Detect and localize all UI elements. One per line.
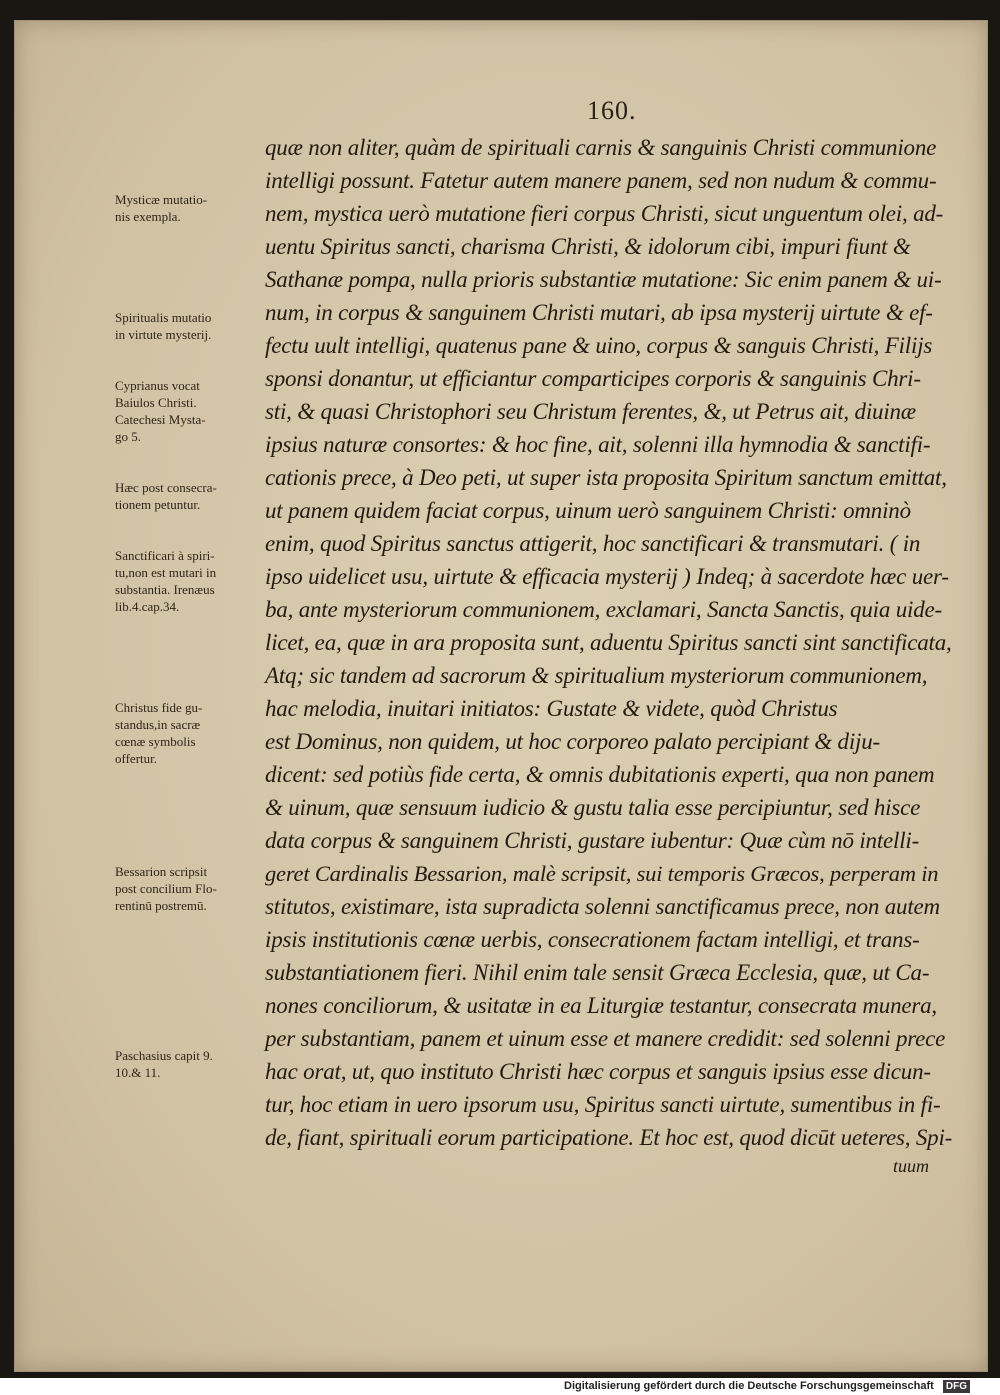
- text-line: licet, ea, quæ in ara proposita sunt, aduentu Spiritus sancti sint sanctificata,: [265, 630, 952, 655]
- text-line: est Dominus, non quidem, ut hoc corporeo palato percipiant & diju-: [265, 729, 880, 754]
- text-line: uentu Spiritus sancti, charisma Christi, & idolorum cibi, impuri fiunt &: [265, 234, 911, 259]
- text-line: enim, quod Spiritus sanctus attigerit, hoc sanctificari & transmutari. ( in: [265, 531, 921, 556]
- margin-note: Mysticæ mutatio- nis exempla.: [115, 192, 208, 224]
- text-line: quæ non aliter, quàm de spirituali carnis & sanguinis Christi communione: [265, 135, 937, 160]
- text-line: ut panem quidem faciat corpus, uinum uerò sanguinem Christi: omninò: [265, 498, 911, 523]
- margin-note: Spiritualis mutatio in virtute mysterij.: [115, 310, 212, 342]
- text-line: ipsius naturæ consortes: & hoc fine, ait, solenni illa hymnodia & sanctifi-: [265, 432, 931, 457]
- text-line: ipsis institutionis cœnæ uerbis, consecrationem factam intelligi, et trans-: [265, 927, 920, 952]
- text-line: nem, mystica uerò mutatione fieri corpus Christi, sicut unguentum olei, ad-: [265, 201, 944, 226]
- margin-note: Paschasius capit 9. 10.& 11.: [115, 1048, 213, 1080]
- text-line: de, fiant, spirituali eorum participatione. Et hoc est, quod dicūt ueteres, Spi-: [265, 1125, 953, 1150]
- text-line: intelligi possunt. Fatetur autem manere panem, sed non nudum & commu-: [265, 168, 937, 193]
- text-line: Atq; sic tandem ad sacrorum & spiritualium mysteriorum communionem,: [265, 663, 928, 688]
- text-line: & uinum, quæ sensuum iudicio & gustu talia esse percipiuntur, sed hisce: [265, 795, 921, 820]
- text-line: nones conciliorum, & usitatæ in ea Liturgiæ testantur, consecrata munera,: [265, 993, 937, 1018]
- text-line: ba, ante mysteriorum communionem, exclamari, Sancta Sanctis, quia uide-: [265, 597, 942, 622]
- text-line: dicent: sed potiùs fide certa, & omnis dubitationis experti, qua non panem: [265, 762, 935, 787]
- footer-credit: [564, 1378, 970, 1395]
- footer-credit-text: Digitalisierung gefördert durch die Deutsche Forschungsgemeinschaft: [564, 1380, 934, 1392]
- text-line: num, in corpus & sanguinem Christi mutari, ab ipsa mysterij uirtute & ef-: [265, 300, 933, 325]
- text-line: per substantiam, panem et uinum esse et manere credidit: sed solenni prece: [265, 1026, 946, 1051]
- text-line: fectu uult intelligi, quatenus pane & uino, corpus & sanguis Christi, Filijs: [265, 333, 933, 358]
- text-line: ipso uidelicet usu, uirtute & efficacia mysterij ) Indeq; à sacerdote hæc uer-: [265, 564, 949, 589]
- text-line: data corpus & sanguinem Christi, gustare iubentur: Quæ cùm nō intelli-: [265, 828, 920, 853]
- dfg-logo: DFG: [943, 1380, 970, 1393]
- catchword: tuum: [893, 1156, 929, 1176]
- text-line: substantiationem fieri. Nihil enim tale sensit Græca Ecclesia, quæ, ut Ca-: [265, 960, 930, 985]
- margin-note: Sanctificari à spiri- tu,non est mutari in substantia. Irenæus lib.4.cap.34.: [115, 548, 217, 614]
- text-line: tur, hoc etiam in uero ipsorum usu, Spiritus sancti uirtute, sumentibus in fi-: [265, 1092, 941, 1117]
- margin-note: Cyprianus vocat Baiulos Christi. Catechesi Mysta- go 5.: [115, 378, 206, 444]
- text-line: stitutos, existimare, ista supradicta solenni sanctificamus prece, non autem: [265, 894, 940, 919]
- book-page: [14, 20, 988, 1372]
- text-line: geret Cardinalis Bessarion, malè scripsit, sui temporis Græcos, perperam in: [265, 861, 939, 886]
- margin-note: Christus fide gu- standus,in sacræ cœnæ symbolis offertur.: [115, 700, 203, 766]
- text-line: sponsi donantur, ut efficiantur comparticipes corporis & sanguinis Chri-: [265, 366, 921, 391]
- text-line: hac melodia, inuitari initiatos: Gustate & videte, quòd Christus: [265, 696, 838, 721]
- text-line: hac orat, ut, quo instituto Christi hæc corpus et sanguis ipsius esse dicun-: [265, 1059, 931, 1084]
- text-line: cationis prece, à Deo peti, ut super ista proposita Spiritum sanctum emittat,: [265, 465, 947, 490]
- text-line: Sathanæ pompa, nulla prioris substantiæ mutatione: Sic enim panem & ui-: [265, 267, 942, 292]
- margin-note: Bessarion scripsit post concilium Flo- rentinū postremū.: [115, 864, 217, 913]
- margin-note: Hæc post consecra- tionem petuntur.: [115, 480, 217, 512]
- text-line: sti, & quasi Christophori seu Christum ferentes, &, ut Petrus ait, diuinæ: [265, 399, 916, 424]
- page-number: 160.: [587, 96, 637, 125]
